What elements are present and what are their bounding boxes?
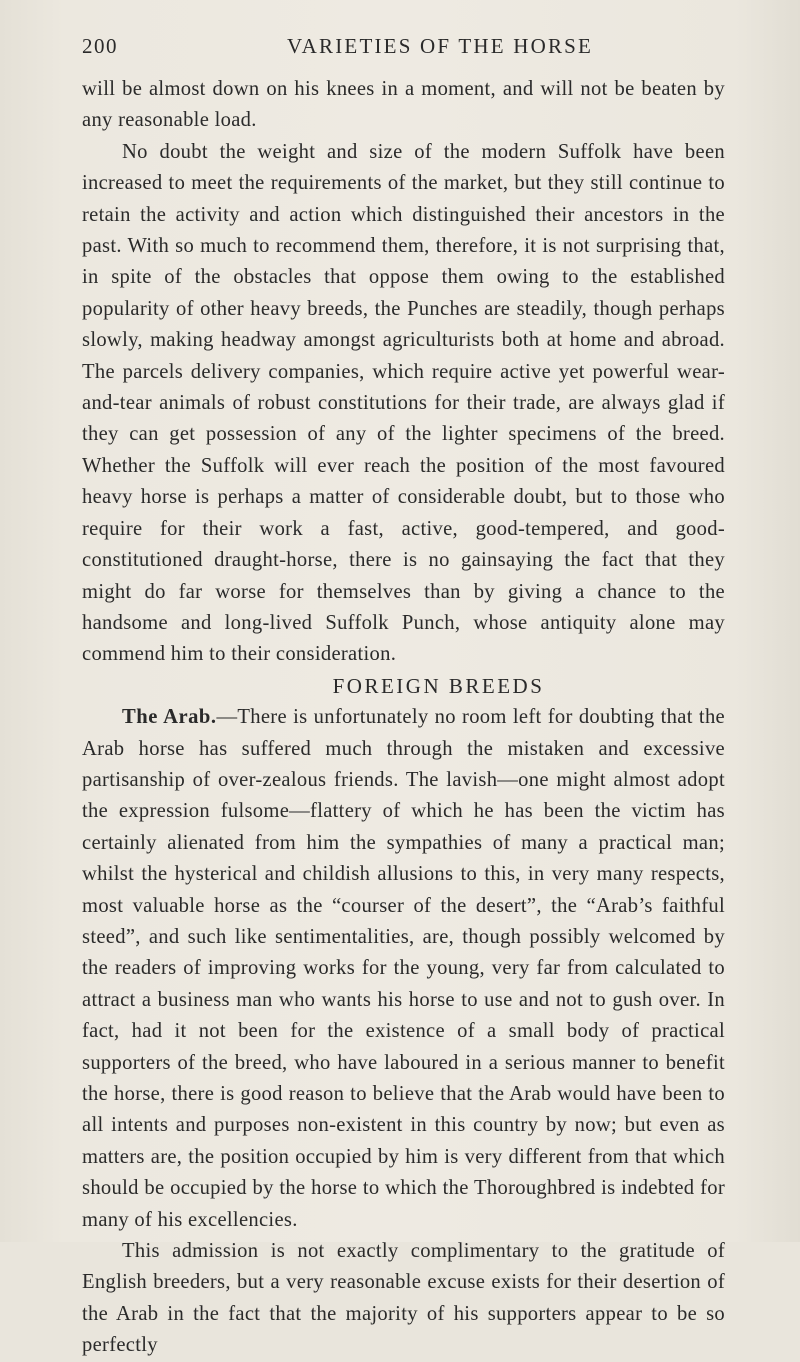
paragraph-continuation: will be almost down on his knees in a moment, and will not be beaten by any reasonable load. [82,78,725,132]
page-header [82,34,724,64]
paragraph-suffolk: No doubt the weight and size of the modern Suffolk have been increased to meet the requirements of the market, but they still continue to retain the activity and action which distinguished their ancestors in the past. With so much to recommend them, therefore, it is not surprising that, in spite of the obstacles that oppose them owing to the established popularity of other heavy breeds, the Punches are steadily, though perhaps slowly, making headway amongst agriculturists both at home and abroad. The parcels delivery companies, which require active yet powerful wear-and-tear animals of robust constitutions for their trade, are always glad if they can get possession of any of the lighter specimens of the breed. Whether the Suffolk will ever reach the position of the most favoured heavy horse is perhaps a matter of considerable doubt, but to those who require for their work a fast, active, good-tempered, and good-constitutioned draught-horse, there is no gainsaying the fact that they might do far worse for themselves than by giving a chance to the handsome and long-lived Suffolk Punch, whose antiquity alone may commend him to their consideration. [82,140,725,666]
run-in-heading: The Arab. [122,706,217,729]
paragraph-arab [82,702,725,1236]
page-number: 200 [82,34,118,58]
body-text [82,74,725,1362]
paragraph-admission: This admission is not exactly complimentary to the gratitude of English breeders, but a very reasonable excuse exists for their desertion of the Arab in the fact that the majority of his supporters appear to be so perfectly [82,1240,725,1357]
paragraph-arab-text: —There is unfortunately no room left for doubting that the Arab horse has suffered much through the mistaken and excessive partisanship of over-zealous friends. The lavish—one might almost adopt the expression fulsome—flattery of which he has been the victim has certainly alienated from him the sympathies of many a practical man; whilst the hysterical and childish allusions to this, in very many respects, most valuable horse as the “courser of the desert”, the “Arab’s faithful steed”, and such like sentimentalities, are, though possibly welcomed by the readers of improving works for the young, very far from calculated to attract a business man who wants his horse to use and not to gush over. In fact, had it not been for the existence of a small body of practical supporters of the breed, who have laboured in a serious manner to benefit the horse, there is good reason to believe that the Arab would have been to all intents and purposes non-existent in this country by now; but even as matters are, the position occupied by him is very different from that which should be occupied by the horse to which the Thoroughbred is indebted for many of his excellencies. [82,706,725,1231]
section-heading: FOREIGN BREEDS [332,673,545,698]
running-title: VARIETIES OF THE HORSE [287,34,594,58]
